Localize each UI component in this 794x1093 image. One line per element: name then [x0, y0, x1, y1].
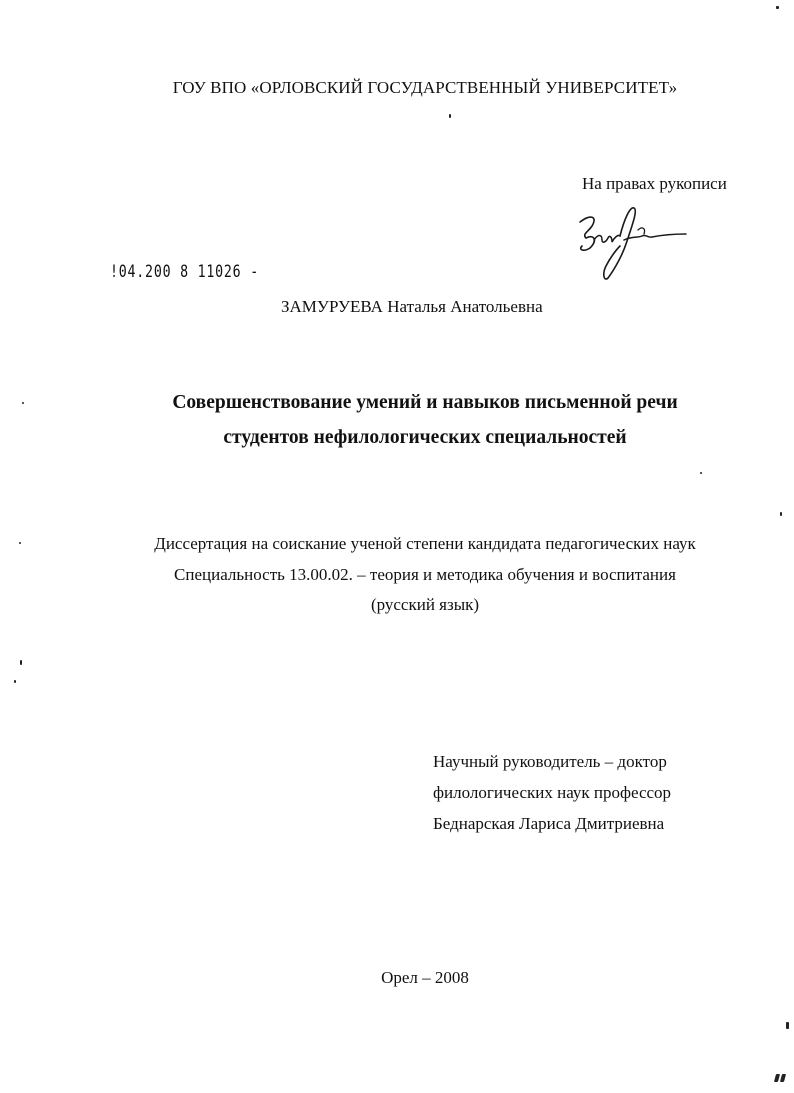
scan-speck — [700, 472, 702, 474]
registration-stamp: !04.200 8 11026 - — [110, 262, 259, 282]
scan-speck — [780, 1074, 786, 1082]
advisor-line-2: филологических наук профессор — [433, 783, 672, 802]
scan-speck — [780, 512, 782, 516]
author-name: ЗАМУРУЕВА Наталья Анатольевна — [281, 297, 543, 316]
dissertation-title-line-2: студентов нефилологических специальностей — [223, 427, 627, 448]
degree-line: Диссертация на соискание ученой степени кандидата педагогических наук — [154, 534, 696, 553]
scan-speck — [22, 402, 24, 404]
handwritten-signature-icon — [572, 200, 692, 290]
dissertation-title-line-1: Совершенствование умений и навыков письменной речи — [172, 392, 678, 413]
scan-speck — [19, 542, 21, 544]
university-header: ГОУ ВПО «ОРЛОВСКИЙ ГОСУДАРСТВЕННЫЙ УНИВЕРСИТЕТ» — [172, 78, 678, 97]
manuscript-rights-label: На правах рукописи — [582, 174, 727, 193]
scan-speck — [776, 6, 779, 9]
advisor-line-1: Научный руководитель – доктор — [433, 752, 667, 771]
specialty-line: Специальность 13.00.02. – теория и методика обучения и воспитания — [174, 565, 676, 584]
scan-speck — [14, 680, 16, 683]
advisor-line-3: Беднарская Лариса Дмитриевна — [433, 814, 665, 833]
scan-speck — [786, 1022, 789, 1029]
scan-speck — [449, 114, 451, 118]
city-year: Орел – 2008 — [381, 968, 469, 987]
subject-line: (русский язык) — [370, 595, 480, 614]
scan-speck — [20, 660, 22, 665]
